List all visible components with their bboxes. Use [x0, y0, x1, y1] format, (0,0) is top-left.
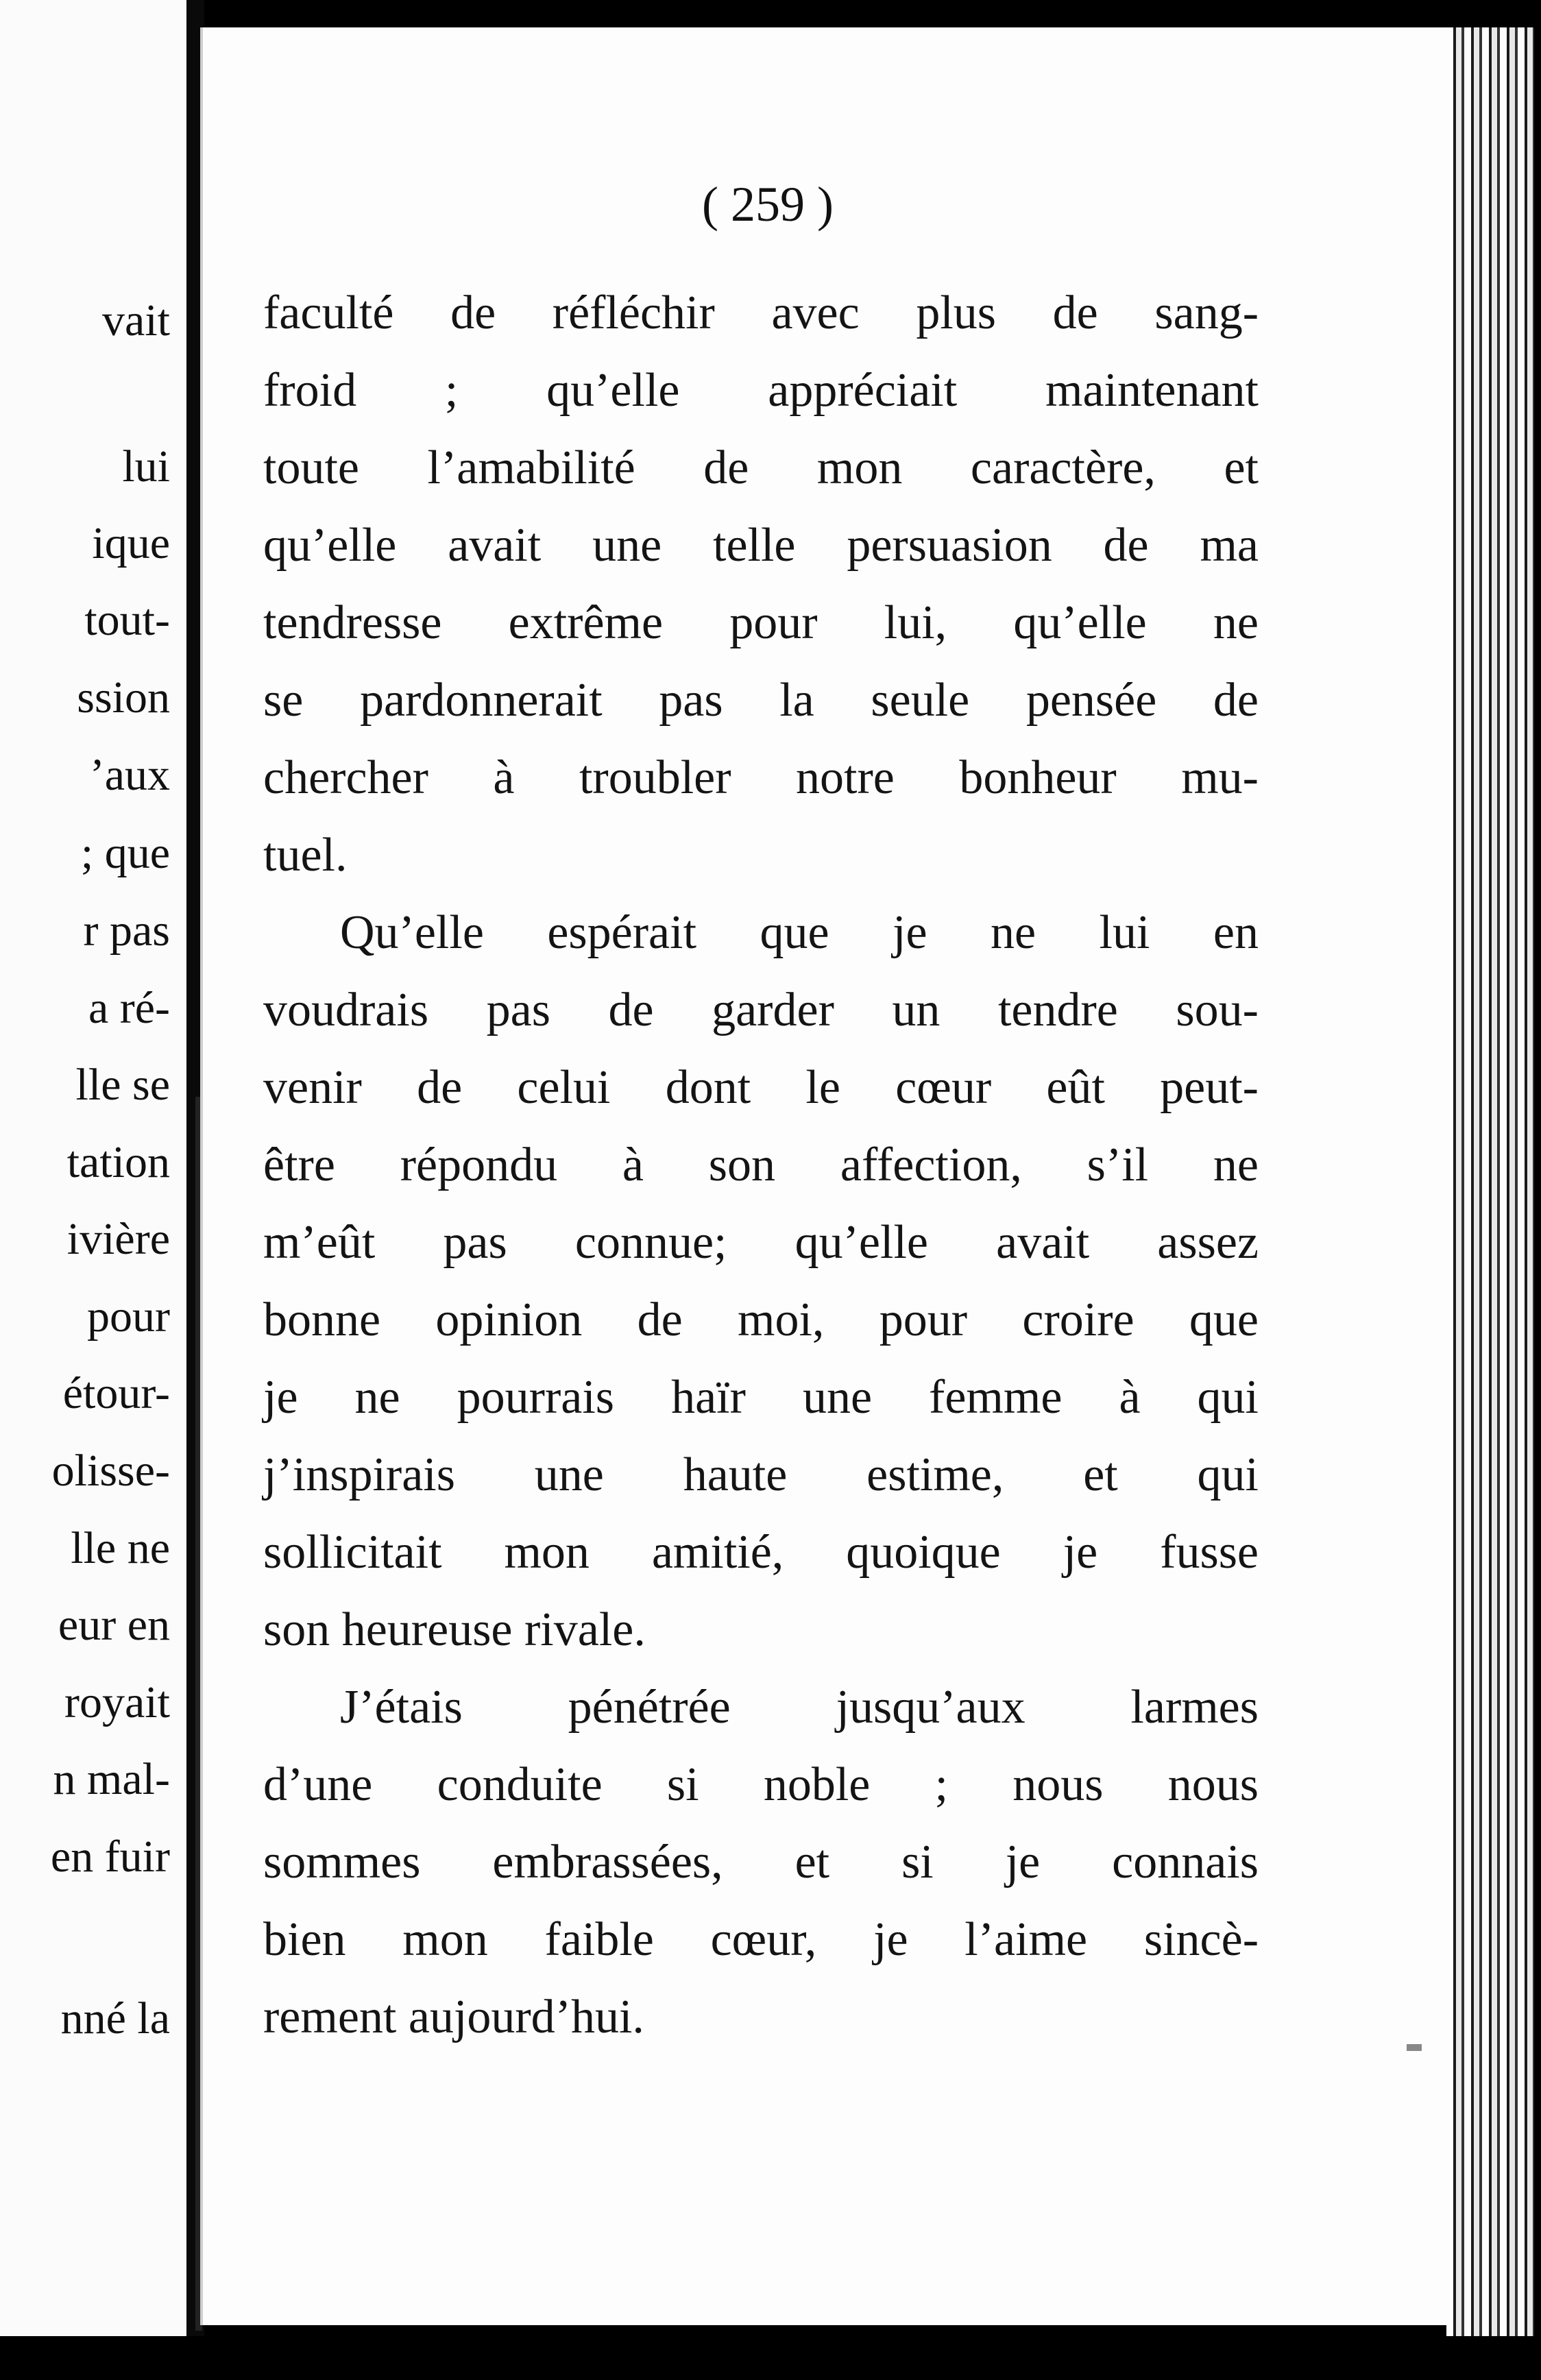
previous-page-line: olisse- — [51, 1446, 170, 1496]
text-line: bonne opinion de moi, pour croire que — [263, 1294, 1259, 1346]
text-line: son heureuse rivale. — [263, 1603, 646, 1656]
previous-page-line: ; que — [80, 828, 170, 878]
text-line: d’une conduite si noble ; nous nous — [263, 1758, 1259, 1811]
text-line: j’inspirais une haute estime, et qui — [263, 1448, 1259, 1501]
scan-speck — [1407, 2044, 1422, 2051]
text-line: bien mon faible cœur, je l’aime sincè- — [263, 1913, 1259, 1966]
text-line: J’étais pénétrée jusqu’aux larmes — [340, 1681, 1259, 1734]
text-line: faculté de réfléchir avec plus de sang- — [263, 287, 1259, 339]
text-line: être répondu à son affection, s’il ne — [263, 1139, 1259, 1191]
previous-page-line: en fuir — [50, 1832, 170, 1882]
previous-page-line: vait — [102, 295, 170, 345]
scan-border-top — [0, 0, 1541, 27]
previous-page-line: royait — [64, 1677, 170, 1727]
previous-page-line: étour- — [62, 1368, 170, 1418]
page-edges — [1446, 27, 1534, 2336]
previous-page-line: lle ne — [71, 1523, 170, 1573]
previous-page-line: ’aux — [89, 750, 170, 800]
text-line: sommes embrassées, et si je connais — [263, 1836, 1259, 1889]
previous-page-line: ivière — [66, 1214, 170, 1264]
text-line: je ne pourrais haïr une femme à qui — [263, 1371, 1259, 1424]
previous-page-line: eur en — [58, 1600, 170, 1650]
previous-page-line: lui — [122, 441, 170, 491]
previous-page-line: lle se — [75, 1060, 170, 1110]
previous-page-line: tout- — [84, 595, 170, 645]
page-body — [263, 274, 1259, 2056]
previous-page-line: pour — [87, 1291, 170, 1341]
text-line: Qu’elle espérait que je ne lui en — [340, 906, 1259, 959]
previous-page-line: tation — [66, 1137, 170, 1187]
previous-page-line: ssion — [77, 672, 170, 722]
previous-page-line: ique — [92, 518, 170, 568]
previous-page — [0, 0, 186, 2336]
scan-border-bottom — [0, 2336, 1541, 2380]
text-line: tendresse extrême pour lui, qu’elle ne — [263, 596, 1259, 649]
previous-page-line: nné la — [60, 1993, 170, 2043]
text-line: se pardonnerait pas la seule pensée de — [263, 674, 1259, 727]
previous-page-line: n mal- — [53, 1754, 170, 1804]
text-line: voudrais pas de garder un tendre sou- — [263, 984, 1259, 1036]
text-line: m’eût pas connue; qu’elle avait assez — [263, 1216, 1259, 1269]
text-line: rement aujourd’hui. — [263, 1991, 644, 2043]
previous-page-line: r pas — [83, 906, 170, 956]
text-line: toute l’amabilité de mon caractère, et — [263, 441, 1259, 494]
text-line: tuel. — [263, 829, 348, 882]
text-line: venir de celui dont le cœur eût peut- — [263, 1061, 1259, 1114]
page-number: ( 259 ) — [702, 177, 834, 232]
previous-page-line: a ré- — [88, 983, 170, 1033]
text-line: qu’elle avait une telle persuasion de ma — [263, 519, 1259, 572]
text-line: chercher à troubler notre bonheur mu- — [263, 751, 1259, 804]
text-line: froid ; qu’elle appréciait maintenant — [263, 364, 1259, 417]
text-line: sollicitait mon amitié, quoique je fusse — [263, 1526, 1259, 1579]
